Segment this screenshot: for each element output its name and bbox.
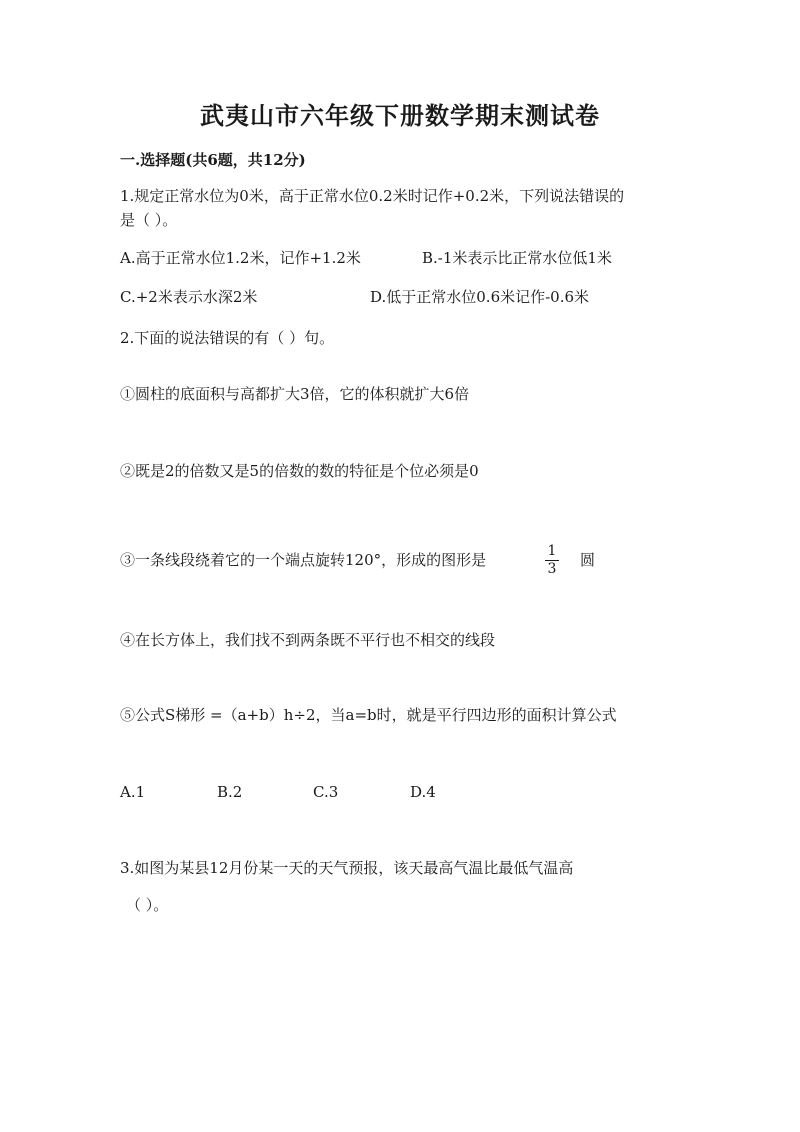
q2-statement-3-suffix: 圆 — [580, 551, 596, 569]
q2-option-a: A.1 — [120, 783, 146, 801]
q1-stem-line1: 1.规定正常水位为0米，高于正常水位0.2米时记作+0.2米，下列说法错误的 — [120, 187, 625, 205]
q1-option-c: C.+2米表示水深2米 — [120, 288, 258, 306]
q3-stem-line1: 3.如图为某县12月份某一天的天气预报，该天最高气温比最低气温高 — [120, 859, 574, 877]
fraction-one-third — [545, 544, 559, 577]
q2-statement-2: ②既是2的倍数又是5的倍数的数的特征是个位必须是0 — [120, 462, 479, 480]
section-heading: 一.选择题(共6题，共12分) — [120, 151, 306, 169]
q1-option-d: D.低于正常水位0.6米记作-0.6米 — [370, 288, 590, 306]
page-title: 武夷山市六年级下册数学期末测试卷 — [200, 101, 600, 130]
q2-option-c: C.3 — [313, 783, 339, 801]
q1-stem-line2: 是（ ）。 — [120, 211, 178, 229]
q1-option-b: B.-1米表示比正常水位低1米 — [422, 249, 612, 267]
q2-statement-1: ①圆柱的底面积与高都扩大3倍，它的体积就扩大6倍 — [120, 385, 470, 403]
q2-statement-4: ④在长方体上，我们找不到两条既不平行也不相交的线段 — [120, 631, 496, 649]
q2-option-d: D.4 — [410, 783, 436, 801]
q2-statement-5: ⑤公式S梯形 =（a+b）h÷2，当a=b时，就是平行四边形的面积计算公式 — [120, 706, 617, 724]
q2-statement-3-text: ③一条线段绕着它的一个端点旋转120°，形成的图形是 — [120, 551, 487, 569]
q3-stem-line2: （ ）。 — [126, 896, 169, 914]
fraction-denominator: 3 — [547, 561, 557, 577]
q2-option-b: B.2 — [217, 783, 243, 801]
q2-stem: 2.下面的说法错误的有（ ）句。 — [120, 329, 335, 347]
fraction-numerator: 1 — [547, 543, 557, 559]
q1-option-a: A.高于正常水位1.2米，记作+1.2米 — [120, 249, 361, 267]
